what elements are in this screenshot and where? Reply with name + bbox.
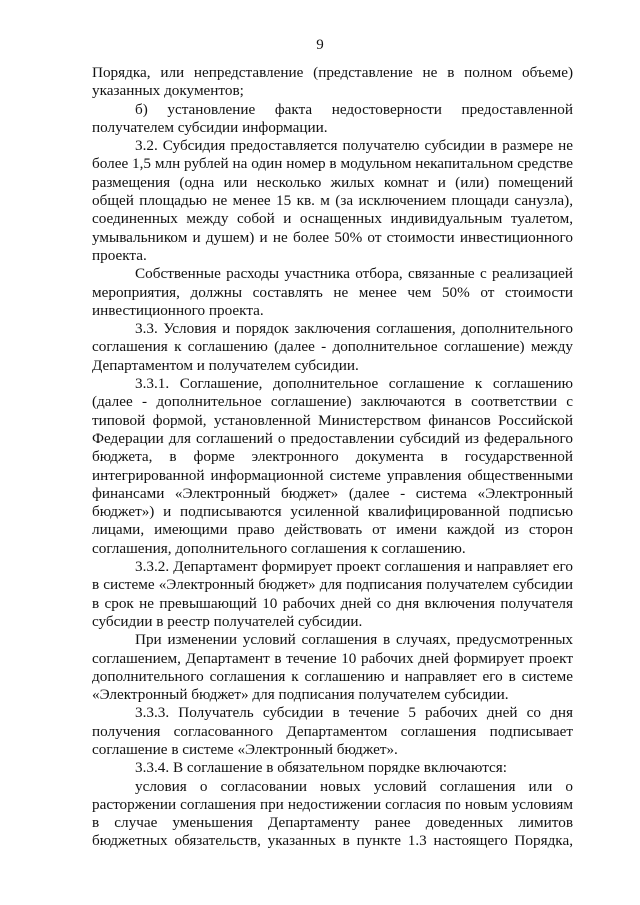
paragraph: 3.3.2. Департамент формирует проект соглашения и направляет его в системе «Электронный бюджет» для подписания получателем субсидии в срок не превышающий 10 рабочих дней со дня включения получателя субсидии в реестр получателей субсидии. (92, 558, 573, 630)
paragraph: При изменении условий соглашения в случаях, предусмотренных соглашением, Департамент в течение 10 рабочих дней формирует проект дополнительного соглашения к соглашению и направляет его в системе «Электронный бюджет» для подписания получателем субсидии. (92, 631, 573, 704)
document-body (92, 64, 573, 851)
paragraph: 3.3.1. Соглашение, дополнительное соглашение к соглашению (далее - дополнительное соглашение) заключаются в соответствии с типовой формой, установленной Министерством финансов Российской Федерации для соглашений о предоставлении субсидий из федерального бюджета, в форме электронного документа в государственной интегрированной информационной системе управления общественными финансами «Электронный бюджет» (далее - система «Электронный бюджет») и подписываются усиленной квалифицированной подписью лицами, имеющими право действовать от имени каждой из сторон соглашения, дополнительного соглашения к соглашению. (92, 375, 573, 557)
paragraph: 3.3. Условия и порядок заключения соглашения, дополнительного соглашения к соглашению (далее - дополнительное соглашение) между Департаментом и получателем субсидии. (92, 320, 573, 374)
paragraph: 3.3.3. Получатель субсидии в течение 5 рабочих дней со дня получения согласованного Департаментом соглашения подписывает соглашение в системе «Электронный бюджет». (92, 704, 573, 758)
page-number: 9 (316, 37, 324, 53)
paragraph: 3.3.4. В соглашение в обязательном порядке включаются: (135, 759, 507, 777)
paragraph: условия о согласовании новых условий соглашения или о расторжении соглашения при недостижении согласия по новым условиям в случае уменьшения Департаменту ранее доведенных лимитов бюджетных обязательств, указанных в пункте 1.3 настоящего Порядка, (92, 777, 573, 850)
paragraph: Порядка, или непредставление (представление не в полном объеме) указанных документов; (92, 64, 573, 100)
paragraph: Собственные расходы участника отбора, связанные с реализацией мероприятия, должны составлять не менее чем 50% от стоимости инвестиционного проекта. (92, 265, 573, 319)
paragraph: 3.2. Субсидия предоставляется получателю субсидии в размере не более 1,5 млн рублей на один номер в модульном некапитальном средстве размещения (одна или несколько жилых комнат и (или) помещений общей площадью не менее 15 кв. м (за исключением площади санузла), соединенных между собой и оснащенных индивидуальным туалетом, умывальником и душем) и не более 50% от стоимости инвестиционного проекта. (92, 137, 573, 264)
paragraph: б) установление факта недостоверности предоставленной получателем субсидии информации. (92, 100, 573, 136)
